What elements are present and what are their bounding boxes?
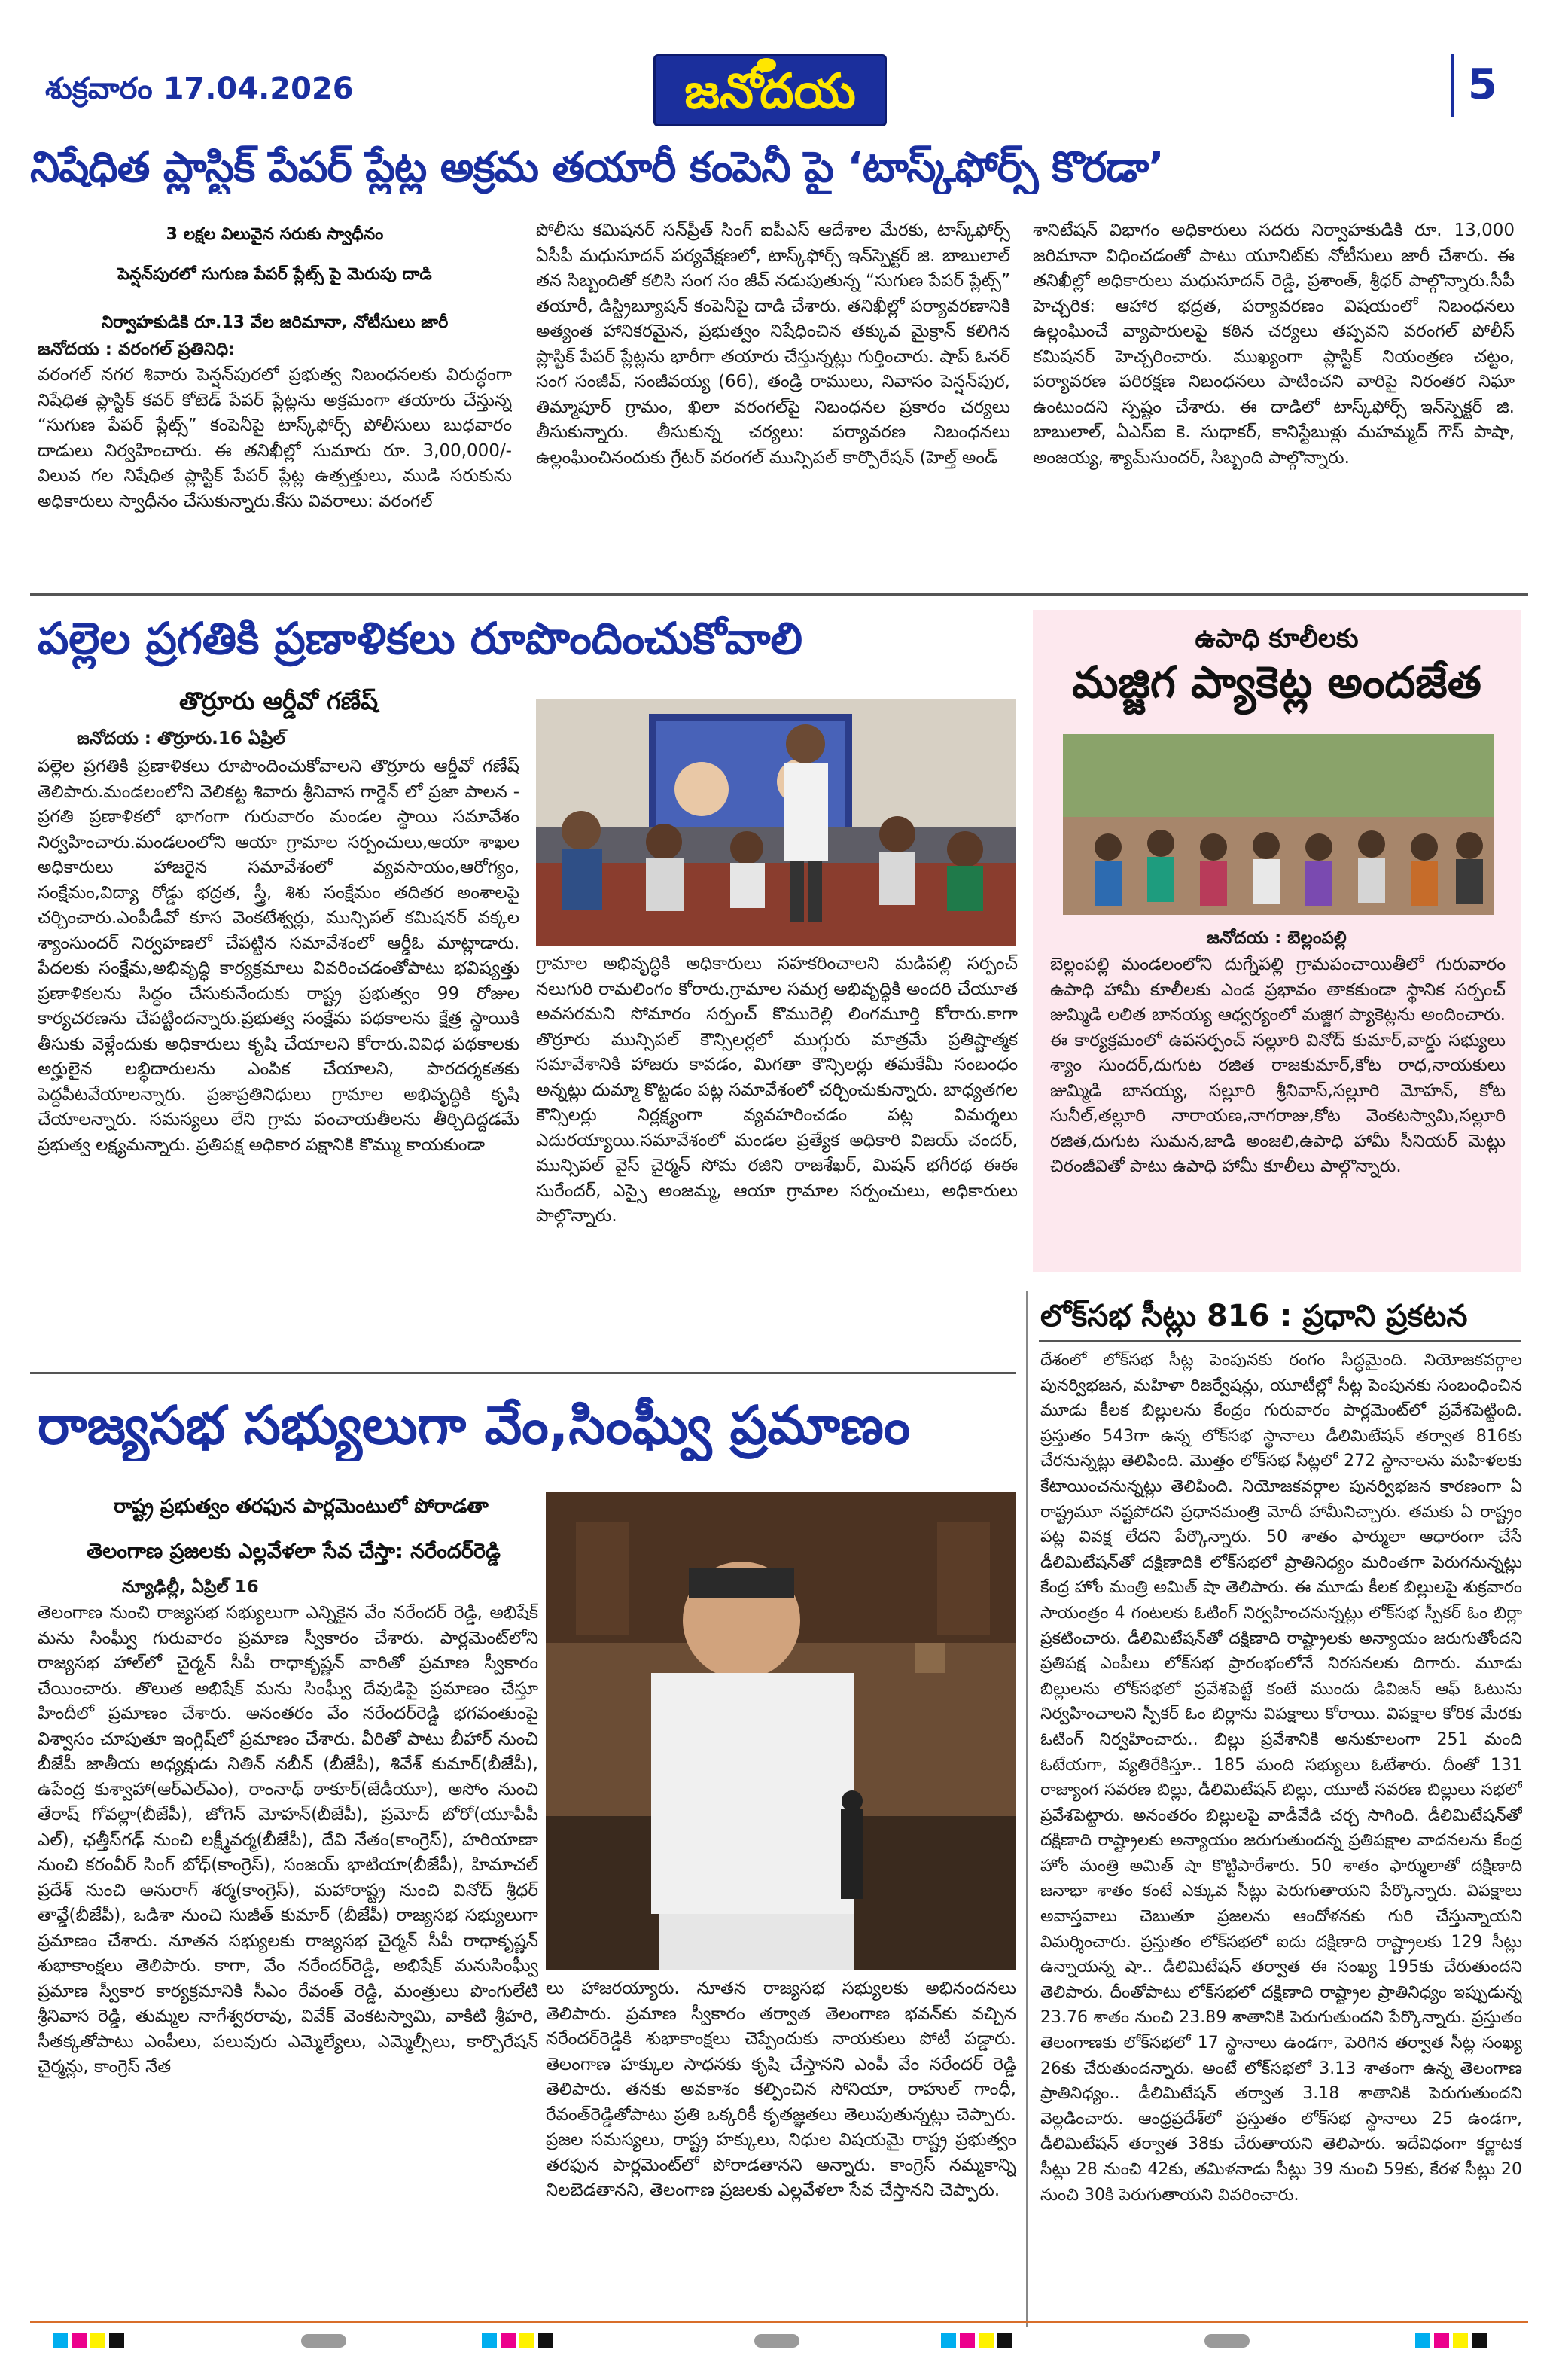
registration-oval-icon bbox=[1204, 2334, 1250, 2348]
meeting-photo-illustration bbox=[536, 699, 1016, 946]
story2-headline: పల్లెల ప్రగతికి ప్రణాళికలు రూపొందించుకోవాలి bbox=[38, 613, 803, 664]
section-divider-1 bbox=[30, 593, 1528, 596]
story3-column-2: లు హాజరయ్యారు. నూతన రాజ్యసభ సభ్యులకు అభినందనలు తెలిపారు. ప్రమాణ స్వీకారం తర్వాత తెలంగాణ భవన్‌కు వచ్చిన నరేందర్‌రెడ్డికి శుభాకాంక్షలు చెప్పేందుకు నాయకులు పోటీ పడ్డారు. తెలంగాణ హక్కుల సాధనకు కృషి చేస్తానని ఎంపీ వేం నరేందర్ రెడ్డి తెలిపారు. తనకు అవకాశం కల్పించిన సోనియా, రాహుల్ గాంధీ, రేవంత్‌రెడ్డితోపాటు ప్రతి ఒక్కరికీ కృతజ్ఞతలు తెలుపుతున్నట్లు చెప్పారు. ప్రజల సమస్యలు, రాష్ట్ర హక్కులు, నిధుల విషయమై రాష్ట్ర ప్రభుత్వం తరఫున పార్లమెంట్‌లో పోరాడతానని అన్నారు. కాంగ్రెస్ నమ్మకాన్ని నిలబెడతానని, తెలంగాణ ప్రజలకు ఎల్లవేళలా సేవ చేస్తానని చెప్పారు. bbox=[546, 1979, 1016, 2200]
registration-black-icon bbox=[109, 2333, 124, 2348]
story3-column-1: తెలంగాణ నుంచి రాజ్యసభ సభ్యులుగా ఎన్నికైన వేం నరేందర్ రెడ్డి, అభిషేక్ మను సింఘ్వీ గురువారం ప్రమాణ స్వీకారం చేశారు. పార్లమెంట్‌లోని రాజ్యసభ హాల్‌లో చైర్మన్ సీపీ రాధాకృష్ణన్ వారితో ప్రమాణ స్వీకారం చేయించారు. తొలుత అభిషేక్ మను సింఘ్వీ దేవుడిపై ప్రమాణం చేస్తూ హిందీలో ప్రమాణం చేశారు. అనంతరం వేం నరేందర్‌రెడ్డి భగవంతుంపై విశ్వాసం చూపుతూ ఇంగ్లిష్‌లో ప్రమాణం చేశారు. వీరితో పాటు బీహార్ నుంచి బీజేపీ జాతీయ అధ్యక్షుడు నితిన్ నబీన్ (బీజేపీ), శివేశ్ కుమార్(బీజేపీ), ఉపేంద్ర కుశ్వాహా(ఆర్ఎల్ఎం), రాంనాథ్ ఠాకూర్(జేడీయూ), అసోం నుంచి తేరాష్ గోవల్లా(బీజేపీ), జోగెన్ మోహన్(బీజేపీ), ప్రమోద్ బోరో(యూపీపీ ఎల్), ఛత్తీస్‌గఢ్ నుంచి లక్ష్మీవర్మ(బీజేపీ), దేవి నేతం(కాంగ్రెస్), హరియాణా నుంచి కరంవీర్ సింగ్ బోధ్(కాంగ్రెస్), సంజయ్ భాటియా(బీజేపీ), హిమాచల్ ప్రదేశ్ నుంచి అనురాగ్ శర్మ(కాంగ్రెస్), మహారాష్ట్ర నుంచి వినోద్ శ్రీధర్ తావ్డే(బీజేపీ), ఒడిశా నుంచి సుజీత్ కుమార్ (బీజేపీ) రాజ్యసభ సభ్యులుగా ప్రమాణం చేశారు. నూతన సభ్యులకు రాజ్యసభ చైర్మన్ సీపీ రాధాకృష్ణన్ శుభాకాంక్షలు తెలిపారు. కాగా, వేం నరేందర్‌రెడ్డి, అభిషేక్ మనుసింఘ్వీ ప్రమాణ స్వీకార కార్యక్రమానికి సీఎం రేవంత్ రెడ్డి, మంత్రులు పొంగులేటి శ్రీనివాస రెడ్డి, తుమ్మల నాగేశ్వరరావు, వివేక్ వెంకటస్వామి, వాకిటి శ్రీహరి, సీతక్కతోపాటు ఎంపీలు, పలువురు ఎమ్మెల్యేలు, ఎమ్మెల్సీలు, కార్పొరేషన్ చైర్మన్లు, కాంగ్రెస్ నేత bbox=[38, 1603, 538, 2077]
story3-subhead: తెలంగాణ ప్రజలకు ఎల్లవేళలా సేవ చేస్తా: నరేందర్‌రెడ్డి bbox=[87, 1540, 501, 1563]
registration-yellow-icon bbox=[90, 2333, 105, 2348]
lead-column-3: శానిటేషన్ విభాగం అధికారులు సదరు నిర్వాహకుడికి రూ. 13,000 జరిమానా విధించడంతో పాటు యూనిట్‌కు నోటీసులు జారీ చేశారు. ఈ తనిఖీల్లో అధికారులు మధుసూదన్ రెడ్డి, ప్రశాంత్, శ్రీధర్ పాల్గొన్నారు.సీపీ హెచ్చరిక: ఆహార భద్రత, పర్యావరణం విషయంలో నిబంధనలు ఉల్లంఘించే వ్యాపారులపై కఠిన చర్యలు తప్పవని వరంగల్ పోలీస్ కమిషనర్ హెచ్చరించారు. ముఖ్యంగా ప్లాస్టిక్ నియంత్రణ చట్టం, పర్యావరణ పరిరక్షణ నిబంధనలు పాటించని వారిపై నిరంతర నిఘా ఉంటుందని స్పష్టం చేశారు. ఈ దాడిలో టాస్క్‌ఫోర్స్ ఇన్‌స్పెక్టర్ జి. బాబులాల్, ఏఎస్ఐ కె. సుధాకర్, కానిస్టేబుళ్లు మహమ్మద్ గౌస్ పాషా, అంజయ్య, శ్యామ్‌సుందర్, సిబ్బంది పాల్గొన్నారు. bbox=[1033, 221, 1515, 468]
story4-headline: లోక్‌సభ సీట్లు 816 : ప్రధాని ప్రకటన bbox=[1040, 1299, 1468, 1333]
story4-rule bbox=[1039, 1340, 1521, 1342]
story3-photo bbox=[546, 1492, 1016, 1970]
story2-byline: తొర్రూరు ఆర్డీవో గణేష్ bbox=[178, 687, 379, 715]
registration-oval-icon bbox=[754, 2334, 799, 2348]
story3-dateline: న్యూఢిల్లీ, ఏప్రిల్ 16 bbox=[122, 1577, 259, 1597]
workers-photo-illustration bbox=[1063, 734, 1494, 915]
lead-headline: నిషేధిత ప్లాస్టిక్ పేపర్ ప్లేట్ల అక్రమ తయారీ కంపెనీ పై ‘టాస్క్‌ఫోర్స్ కొరడా’ bbox=[30, 143, 1164, 192]
page-number: 5 bbox=[1468, 60, 1497, 109]
registration-black-icon bbox=[538, 2333, 553, 2348]
lead-column-1: వరంగల్ నగర శివారు పెన్షన్‌పురలో ప్రభుత్వ నిబంధనలకు విరుద్ధంగా నిషేధిత ప్లాస్టిక్ కవర్ కోటెడ్ పేపర్ ప్లేట్లను అక్రమంగా తయారు చేస్తున్న “సుగుణ పేపర్ ప్లేట్స్” కంపెనీపై టాస్క్‌ఫోర్స్ పోలీసులు బుధవారం దాడులు నిర్వహించారు. ఈ తనిఖీల్లో సుమారు రూ. 3,00,000/- విలువ గల నిషేధిత ప్లాస్టిక్ పేపర్ ప్లేట్ల ఉత్పత్తులు, ముడి సరుకును అధికారులు స్వాధీనం చేసుకున్నారు.కేసు వివరాలు: వరంగల్ bbox=[38, 365, 512, 511]
story2-column-1: పల్లెల ప్రగతికి ప్రణాళికలు రూపొందించుకోవాలని తొర్రూరు ఆర్డీవో గణేష్ తెలిపారు.మండలంలోని వెలికట్ట శివారు శ్రీనివాస గార్డెన్ లో ప్రజా పాలన - ప్రగతి ప్రణాళికలో భాగంగా గురువారం మండల స్థాయి సమావేశం నిర్వహించారు.మండలంలోని ఆయా గ్రామాల సర్పంచులు,ఆయా శాఖల అధికారులు హాజరైన సమావేశంలో వ్యవసాయం,ఆరోగ్యం, సంక్షేమం,విద్యా రోడ్డు భద్రత, స్త్రీ, శిశు సంక్షేమం తదితర అంశాలపై చర్చించారు.ఎంపీడీవో కూస వెంకటేశ్వర్లు, మున్సిపల్ కమిషనర్ వక్కల శ్యాంసుందర్ నిర్వహణలో చేపట్టిన సమావేశంలో ఆర్డీఓ మాట్లాడారు. పేదలకు సంక్షేమ,అభివృద్ధి కార్యక్రమాలు వివరించడంతోపాటు భవిష్యత్తు ప్రణాళికలను సిద్ధం చేసుకునేందుకు రాష్ట్ర ప్రభుత్వం 99 రోజుల కార్యచరణను చేపట్టిందన్నారు.ప్రభుత్వ సంక్షేమ పథకాలను క్షేత్ర స్థాయికి తీసుకు వెళ్లేందుకు అధికారులు కృషి చేయాలని కోరారు.వివిధ పథకాలకు అర్హులైన లబ్ధిదారులను ఎంపిక చేయాలని, పారదర్శకతకు పెద్దపీటవేయాలన్నారు. ప్రజాప్రతినిధులు గ్రామాల అభివృద్ధికి కృషి చేయాలన్నారు. సమస్యలు లేని గ్రామ పంచాయతీలను తీర్చిదిద్దడమే ప్రభుత్వ లక్ష్యమన్నారు. ప్రతిపక్ష అధికార పక్షానికి కొమ్ము కాయకుండా bbox=[38, 757, 519, 1155]
story2-dateline: జనోదయ : తొర్రూరు.16 ఏప్రిల్ bbox=[77, 729, 285, 748]
page-number-divider bbox=[1451, 54, 1454, 117]
registration-magenta-icon bbox=[960, 2333, 975, 2348]
story4-body: దేశంలో లోక్‌సభ సీట్ల పెంపునకు రంగం సిద్ధమైంది. నియోజకవర్గాల పునర్విభజన, మహిళా రిజర్వేషన్లు, యూటీల్లో సీట్ల పెంపునకు సంబంధించిన మూడు కీలక బిల్లులను కేంద్రం గురువారం పార్లమెంట్‌లో ప్రవేశపెట్టింది. ప్రస్తుతం 543గా ఉన్న లోక్‌సభ స్థానాలు డీలిమిటేషన్ తర్వాత 816కు చేరనున్నట్లు తెలిపింది. మొత్తం లోక్‌సభ సీట్లలో 272 స్థానాలను మహిళలకు కేటాయించనున్నట్లు తెలిపింది. నియోజకవర్గాల పునర్విభజన కారణంగా ఏ రాష్ట్రమూ నష్టపోదని ప్రధానమంత్రి మోదీ హామీనిచ్చారు. తమకు ఏ రాష్ట్రం పట్ల వివక్ష లేదని పేర్కొన్నారు. 50 శాతం ఫార్ములా ఆధారంగా చేసే డీలిమిటేషన్‌తో దక్షిణాదికి లోక్‌సభలో ప్రాతినిధ్యం మరింతగా పెరుగనున్నట్లు కేంద్ర హోం మంత్రి అమిత్ షా తెలిపారు. ఈ మూడు కీలక బిల్లులపై శుక్రవారం సాయంత్రం 4 గంటలకు ఓటింగ్ నిర్వహించనున్నట్లు లోక్‌సభ స్పీకర్ ఓం బిర్లా ప్రకటించారు. డీలిమిటేషన్‌తో దక్షిణాది రాష్ట్రాలకు అన్యాయం జరుగుతోందని ప్రతిపక్ష ఎంపీలు లోక్‌సభ ప్రారంభంలోనే నిరసనలకు దిగారు. మూడు బిల్లులను లోక్‌సభలో ప్రవేశపెట్టే కంటే ముందు డివిజన్ ఆఫ్ ఓటును నిర్వహించాలని స్పీకర్ ఓం బిర్లాను విపక్షాలు కోరాయి. విపక్షాల కోరిక మేరకు ఓటింగ్ నిర్వహించారు.. బిల్లు ప్రవేశానికి అనుకూలంగా 251 మంది ఓటేయగా, వ్యతిరేకిస్తూ.. 185 మంది సభ్యులు ఓటేశారు. దీంతో 131 రాజ్యాంగ సవరణ బిల్లు, డీలిమిటేషన్ బిల్లు, యూటీ సవరణ బిల్లులు సభలో ప్రవేశపెట్టారు. అనంతరం బిల్లులపై వాడీవేడి చర్చ సాగింది. డీలిమిటేషన్‌తో దక్షిణాది రాష్ట్రాలకు అన్యాయం జరుగుతుందన్న ప్రతిపక్షాల వాదనలను కేంద్ర హోం మంత్రి అమిత్ షా కొట్టిపారేశారు. 50 శాతం ఫార్ములాతో దక్షిణాది జనాభా శాతం కంటే ఎక్కువ సీట్లు పెరుగుతాయని పేర్కొన్నారు. విపక్షాలు అవాస్తవాలు చెబుతూ ప్రజలను ఆందోళనకు గురి చేస్తున్నాయని విమర్శించారు. ప్రస్తుతం లోక్‌సభలో ఐదు దక్షిణాది రాష్ట్రాలకు 129 సీట్లు ఉన్నాయన్న షా.. డీలిమిటేషన్ తర్వాత ఈ సంఖ్య 195కు చేరుతుందని తెలిపారు. దీంతోపాటు లోక్‌సభలో దక్షిణాది రాష్ట్రాల ప్రాతినిధ్యం ఇప్పుడున్న 23.76 శాతం నుంచి 23.89 శాతానికి పెరుగుతుందని పేర్కొన్నారు. ప్రస్తుతం తెలంగాణకు లోక్‌సభలో 17 స్థానాలు ఉండగా, పెరిగిన తర్వాత సీట్ల సంఖ్య 26కు చేరుతుందన్నారు. అంటే లోక్‌సభలో 3.13 శాతంగా ఉన్న తెలంగాణ ప్రాతినిధ్యం.. డీలిమిటేషన్ తర్వాత 3.18 శాతానికి పెరుగుతుందని వెల్లడించారు. ఆంధ్రప్రదేశ్‌లో ప్రస్తుతం లోక్‌సభ స్థానాలు 25 ఉండగా, డీలిమిటేషన్ తర్వాత 38కు చేరుతాయని తెలిపారు. ఇదేవిధంగా కర్ణాటక సీట్లు 28 నుంచి 42కు, తమిళనాడు సీట్లు 39 నుంచి 59కు, కేరళ సీట్లు 20 నుంచి 30కి పెరుగుతాయని వివరించారు. bbox=[1040, 1351, 1522, 2205]
oath-photo-illustration bbox=[546, 1492, 1016, 1970]
lead-kicker-2: పెన్షన్‌పురలో సుగుణ పేపర్ ప్లేట్స్ పై మెరుపు దాడి bbox=[117, 265, 432, 284]
sidebar-dateline: జనోదయ : బెల్లంపల్లి bbox=[1207, 928, 1347, 948]
newspaper-logo bbox=[653, 54, 887, 126]
story3-headline: రాజ్యసభ సభ్యులుగా వేం,సింఘ్వీ ప్రమాణం bbox=[38, 1394, 911, 1456]
lead-dateline: జనోదయ : వరంగల్ ప్రతినిధి: bbox=[38, 340, 236, 359]
registration-cyan-icon bbox=[53, 2333, 68, 2348]
registration-magenta-icon bbox=[501, 2333, 516, 2348]
story3-kicker: రాష్ట్ర ప్రభుత్వం తరఫున పార్లమెంటులో పోరాడతా bbox=[114, 1495, 489, 1518]
issue-date: శుక్రవారం 17.04.2026 bbox=[45, 72, 354, 106]
lead-kicker-1: 3 లక్షల విలువైన సరుకు స్వాధీనం bbox=[166, 225, 384, 244]
story2-photo bbox=[536, 699, 1016, 946]
story2-column-2: గ్రామాల అభివృద్ధికి అధికారులు సహకరించాలని మడిపల్లి సర్పంచ్ నలుగురి రామలింగం కోరారు.గ్రామాల సమగ్ర అభివృద్ధికి అందరి చేయూత అవసరమని సోమారం సర్పంచ్ కొమురెల్లి లింగమూర్తి కోరారు.కాగా తొర్రూరు మున్సిపల్ కౌన్సిలర్లలో ముగ్గురు మాత్రమే ప్రతిష్టాత్మక సమావేశానికి హాజరు కావడం, మిగతా కౌన్సిలర్లు తమకేమీ సంబంధం అన్నట్లు దుమ్మా కొట్టడం పట్ల సమావేశంలో చర్చించుకున్నారు. బాధ్యతగల కౌన్సిలర్లు నిర్లక్ష్యంగా వ్యవహరించడం పట్ల విమర్శలు ఎదురయ్యాయి.సమావేశంలో మండల ప్రత్యేక అధికారి విజయ్ చందర్, మున్సిపల్ వైస్ చైర్మన్ సోమ రజిని రాజశేఖర్, మిషన్ భగీరథ ఈఈ సురేందర్, ఎస్సై అంజమ్మ, ఆయా గ్రామాల సర్పంచులు, అధికారులు పాల్గొన్నారు. bbox=[536, 954, 1018, 1226]
registration-cyan-icon bbox=[941, 2333, 956, 2348]
column-rule-right bbox=[1026, 1291, 1028, 2327]
registration-yellow-icon bbox=[519, 2333, 534, 2348]
lead-column-2: పోలీసు కమిషనర్ సన్‌ప్రీత్ సింగ్ ఐపీఎస్ ఆదేశాల మేరకు, టాస్క్‌ఫోర్స్ ఏసీపీ మధుసూదన్ పర్యవేక్షణలో, టాస్క్‌ఫోర్స్ ఇన్‌స్పెక్టర్ జి. బాబులాల్ తన సిబ్బందితో కలిసి సంగ సం జీవ్ నడుపుతున్న “సుగుణ పేపర్ ప్లేట్స్” తయారీ, డిస్ట్రిబ్యూషన్ కంపెనీపై దాడి చేశారు. తనిఖీల్లో పర్యావరణానికి అత్యంత హానికరమైన, ప్రభుత్వం నిషేధించిన తక్కువ మైక్రాన్ కలిగిన ప్లాస్టిక్ పేపర్ ప్లేట్లను భారీగా తయారు చేస్తున్నట్లు గుర్తించారు. షాప్ ఓనర్ సంగ సంజీవ్, సంజీవయ్య (66), తండ్రి రాములు, నివాసం పెన్షన్‌పుర, తిమ్మాపూర్ గ్రామం, ఖిలా వరంగల్‌పై నిబంధనల ప్రకారం చర్యలు తీసుకున్నారు. తీసుకున్న చర్యలు: పర్యావరణ నిబంధనలు ఉల్లంఘించినందుకు గ్రేటర్ వరంగల్ మున్సిపల్ కార్పొరేషన్ (హెల్త్ అండ్ bbox=[536, 221, 1010, 468]
registration-oval-icon bbox=[301, 2334, 346, 2348]
sidebar-headline: మజ్జిగ ప్యాకెట్ల అందజేత bbox=[1072, 657, 1481, 708]
registration-cyan-icon bbox=[1415, 2333, 1430, 2348]
registration-yellow-icon bbox=[1453, 2333, 1468, 2348]
registration-black-icon bbox=[997, 2333, 1012, 2348]
registration-magenta-icon bbox=[72, 2333, 87, 2348]
lead-kicker-3: నిర్వాహకుడికి రూ.13 వేల జరిమానా, నోటీసులు జారీ bbox=[101, 313, 449, 332]
registration-cyan-icon bbox=[482, 2333, 497, 2348]
registration-black-icon bbox=[1472, 2333, 1487, 2348]
sidebar-photo bbox=[1063, 734, 1494, 915]
footer-rule bbox=[30, 2321, 1528, 2323]
registration-yellow-icon bbox=[979, 2333, 994, 2348]
registration-magenta-icon bbox=[1434, 2333, 1449, 2348]
sidebar-kicker: ఉపాధి కూలీలకు bbox=[1195, 623, 1359, 654]
logo-text: జనోదయ bbox=[684, 64, 856, 120]
sidebar-body: బెల్లంపల్లి మండలంలోని దుగ్నేపల్లి గ్రామపంచాయితీలో గురువారం ఉపాధి హామీ కూలీలకు ఎండ ప్రభావం తాకకుండా స్థానిక సర్పంచ్ జుమ్మిడి లలిత బానయ్య ఆధ్వర్యంలో మజ్జిగ ప్యాకెట్లను అందించారు. ఈ కార్యక్రమంలో ఉపసర్పంచ్ సల్లూరి వినోద్ కుమార్,వార్డు సభ్యులు శ్యాం సుందర్,దుగుట రజిత రాజకుమార్,కోట రాధ,నాయకులు జుమ్మిడి బానయ్య, సల్లూరి శ్రీనివాస్,సల్లూరి మోహన్, కోట సునీల్,తల్లూరి నారాయణ,నాగరాజు,కోట వెంకటస్వామి,సల్లూరి రజిత,దుగుట సుమన,జాడి అంజలి,ఉపాధి హామీ సీనియర్ మెట్లు చిరంజీవితో పాటు ఉపాధి హామీ కూలీలు పాల్గొన్నారు. bbox=[1050, 955, 1506, 1176]
section-divider-2 bbox=[30, 1372, 1016, 1374]
